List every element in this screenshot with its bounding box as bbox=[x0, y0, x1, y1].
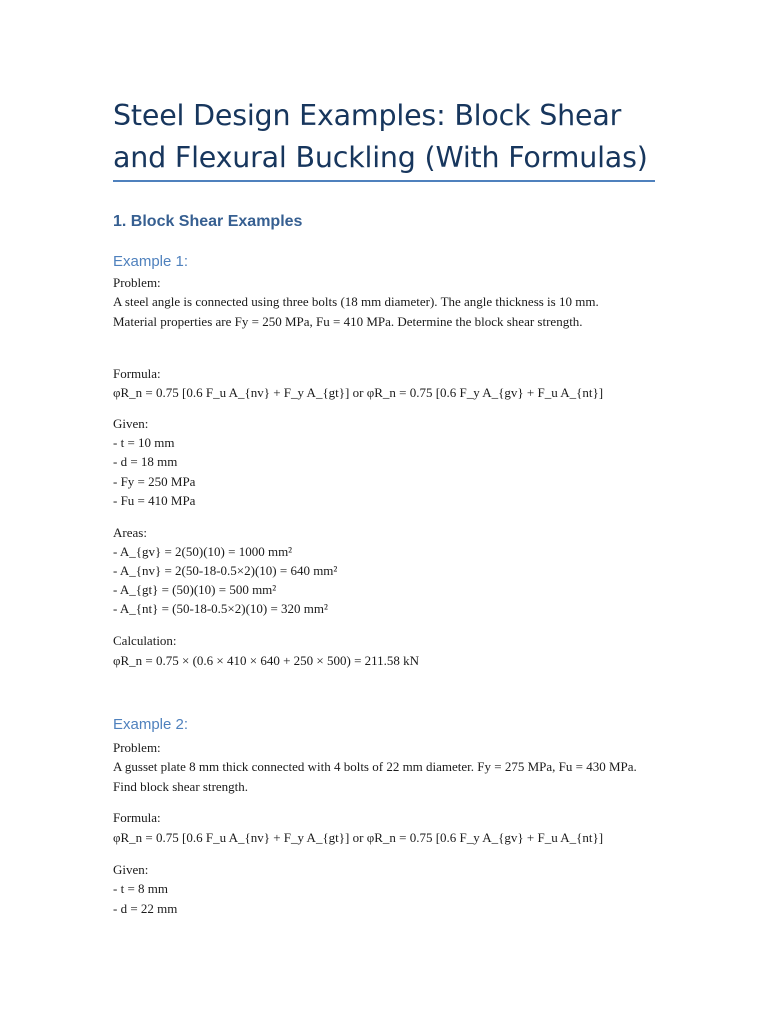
example-2-formula: φR_n = 0.75 [0.6 F_u A_{nv} + F_y A_{gt}] or φR_n = 0.75 [0.6 F_y A_{gv} + F_u A_{nt}] bbox=[113, 830, 604, 845]
example-1-formula: φR_n = 0.75 [0.6 F_u A_{nv} + F_y A_{gt}] or φR_n = 0.75 [0.6 F_y A_{gv} + F_u A_{nt}] bbox=[113, 385, 604, 400]
example-2-given-item: - d = 22 mm bbox=[113, 901, 178, 916]
example-2-given-item: - t = 8 mm bbox=[113, 881, 168, 896]
example-2-problem-label: Problem: bbox=[113, 740, 161, 755]
example-1-calculation-label: Calculation: bbox=[113, 633, 177, 648]
example-1-area-item: - A_{nv} = 2(50-18-0.5×2)(10) = 640 mm² bbox=[113, 563, 338, 578]
example-1-given-item: - Fy = 250 MPa bbox=[113, 474, 196, 489]
example-1-given-item: - t = 10 mm bbox=[113, 435, 175, 450]
example-1-areas-label: Areas: bbox=[113, 525, 147, 540]
example-1-problem-label: Problem: bbox=[113, 275, 161, 290]
example-2-problem-text: A gusset plate 8 mm thick connected with 4 bolts of 22 mm diameter. Fy = 275 MPa, Fu = 430 MPa. Find block shear strength. bbox=[113, 759, 637, 794]
example-2-heading: Example 2: bbox=[113, 716, 189, 733]
example-1-given-item: - d = 18 mm bbox=[113, 454, 178, 469]
example-1-heading: Example 1: bbox=[113, 253, 189, 270]
section-heading: 1. Block Shear Examples bbox=[113, 213, 303, 230]
title-underline bbox=[113, 180, 655, 182]
example-1-calculation: φR_n = 0.75 × (0.6 × 410 × 640 + 250 × 500) = 211.58 kN bbox=[113, 653, 420, 668]
example-1-area-item: - A_{gt} = (50)(10) = 500 mm² bbox=[113, 582, 277, 597]
example-1-area-item: - A_{gv} = 2(50)(10) = 1000 mm² bbox=[113, 544, 293, 559]
example-1-area-item: - A_{nt} = (50-18-0.5×2)(10) = 320 mm² bbox=[113, 601, 328, 616]
document-title: Steel Design Examples: Block Shear and Flexural Buckling (With Formulas) bbox=[113, 99, 648, 174]
example-1-given-label: Given: bbox=[113, 416, 149, 431]
example-2-formula-label: Formula: bbox=[113, 810, 161, 825]
example-2-given-label: Given: bbox=[113, 862, 149, 877]
example-1-formula-label: Formula: bbox=[113, 366, 161, 381]
example-1-given-item: - Fu = 410 MPa bbox=[113, 493, 196, 508]
example-1-problem-text: A steel angle is connected using three bolts (18 mm diameter). The angle thickness is 10 mm. Material properties are Fy = 250 MPa, Fu = 410 MPa. Determine the block shear strength. bbox=[113, 294, 599, 329]
